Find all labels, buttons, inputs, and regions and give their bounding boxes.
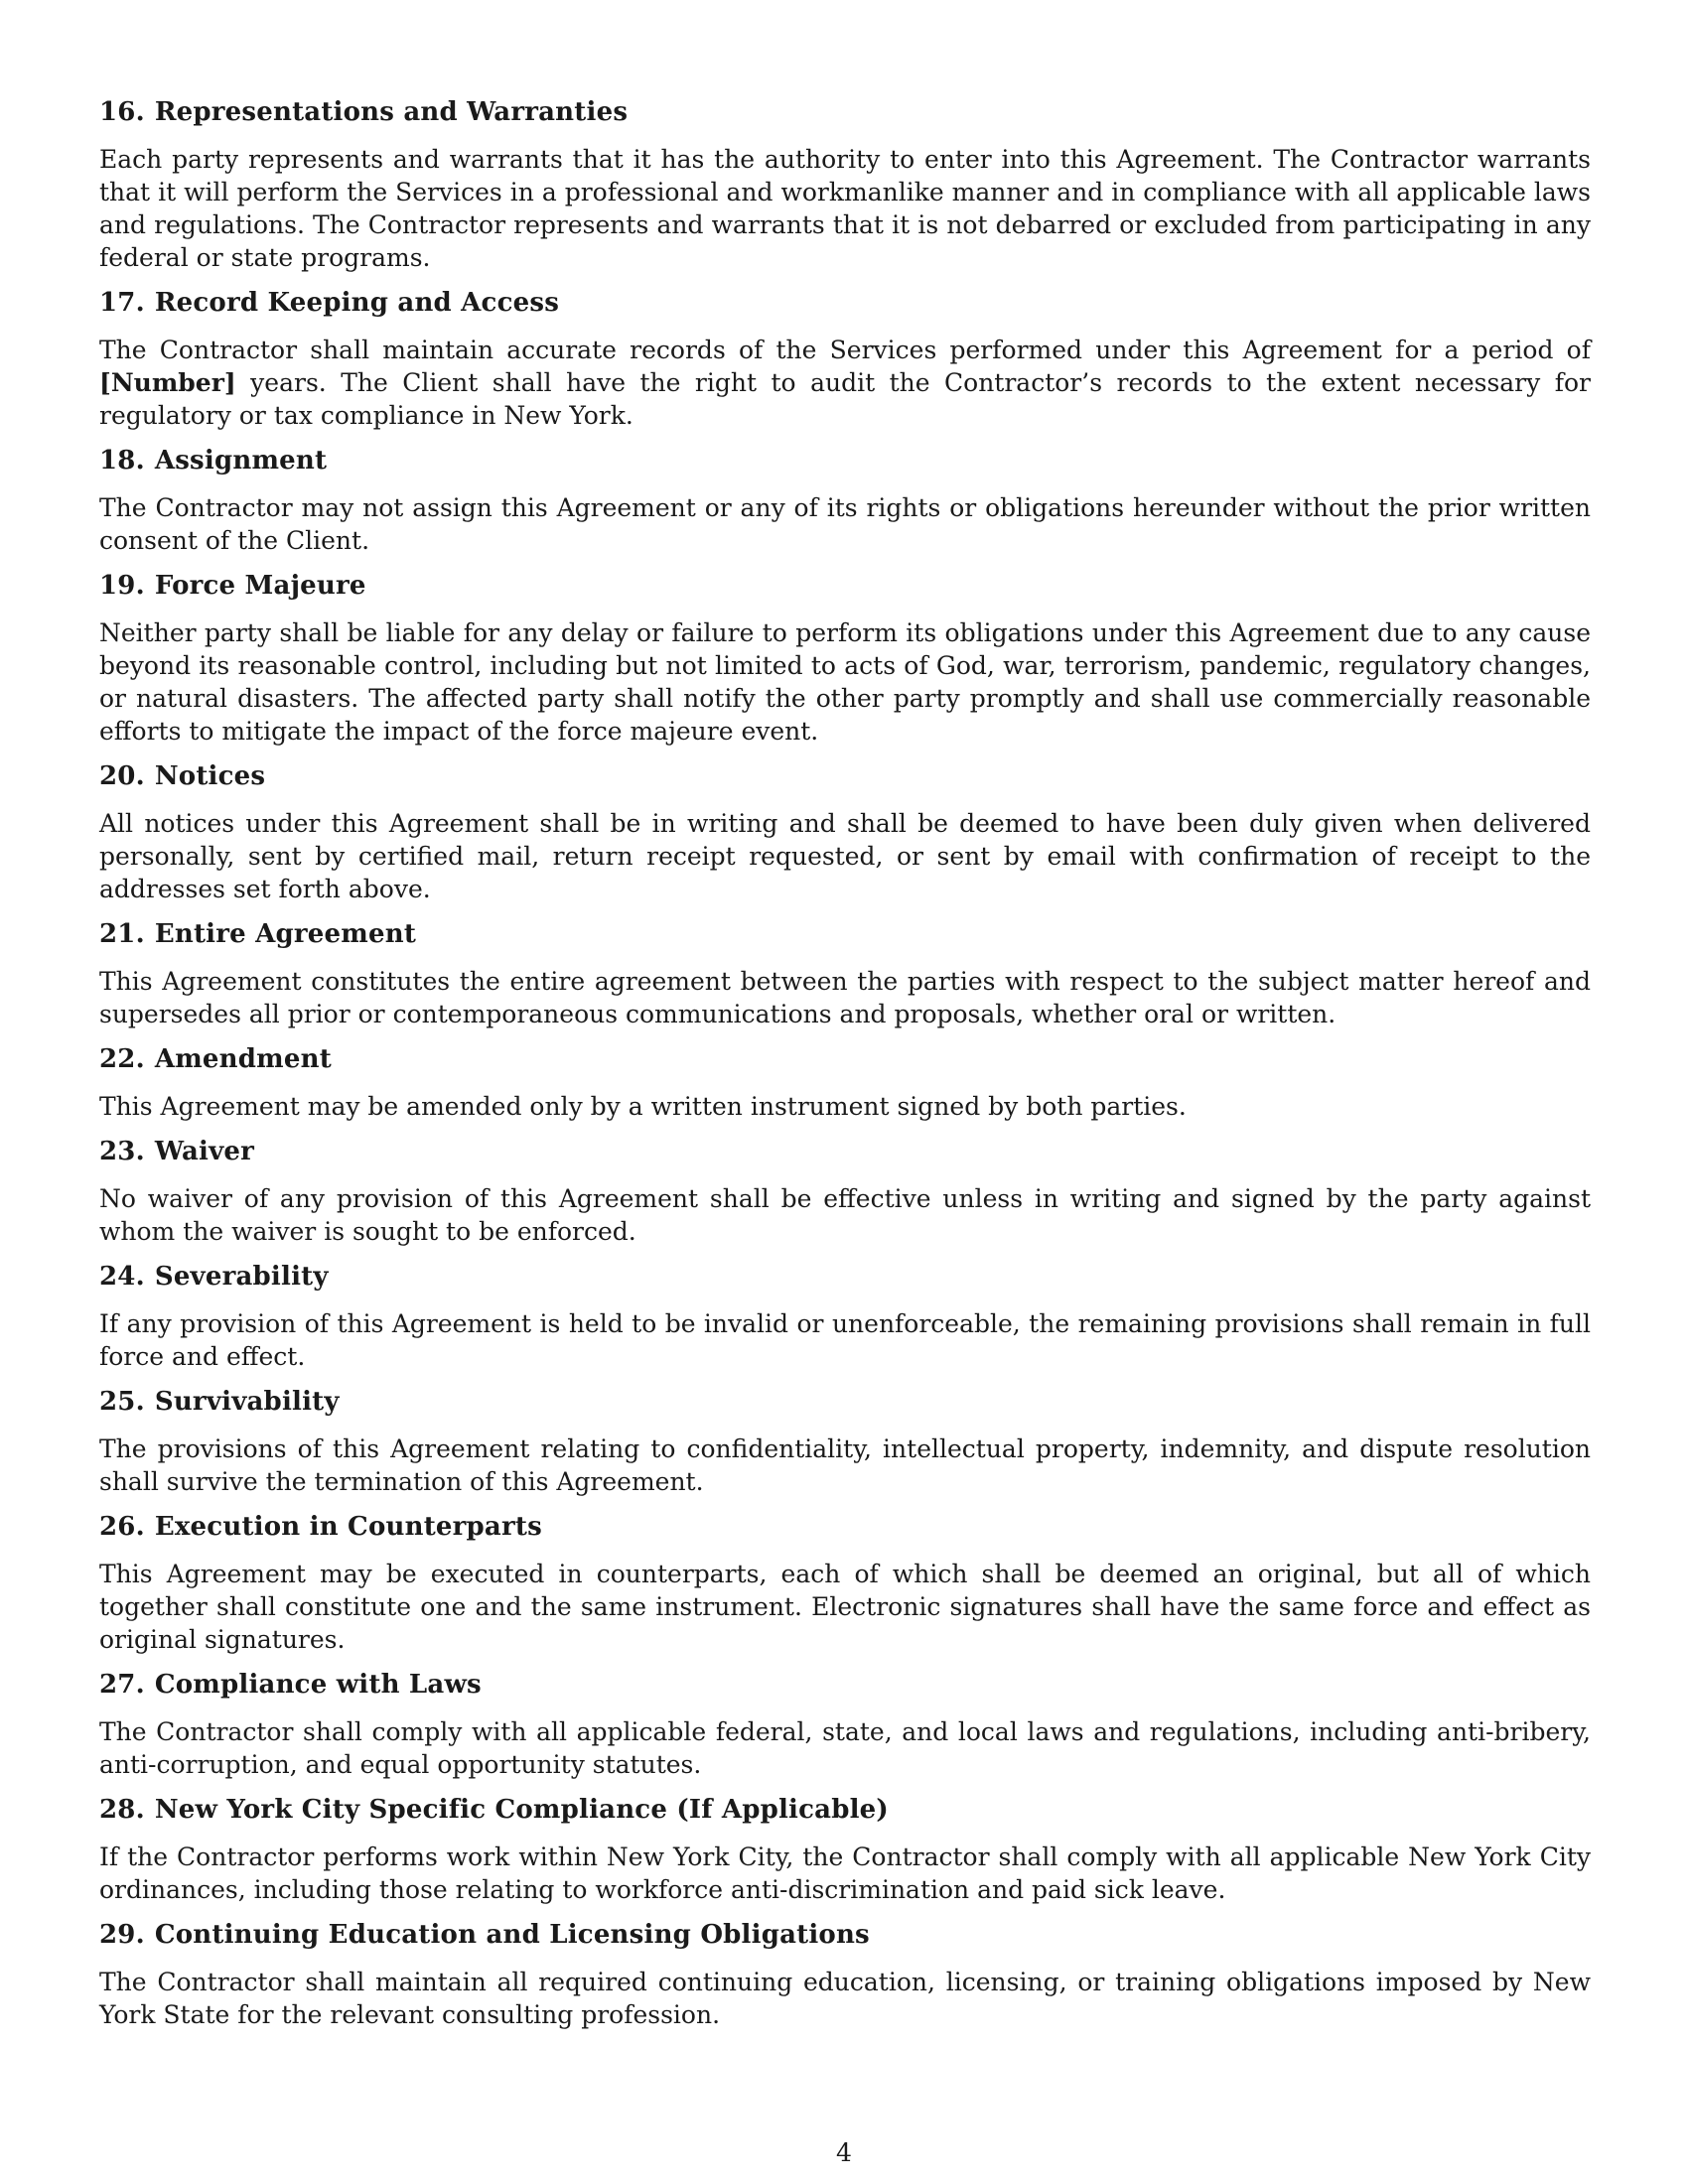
section-text: This Agreement may be executed in counterparts, each of which shall be deemed an original, but all of which together shall constitute one and the same instrument. Electronic signatures shall have the same force and effect as original signatures.: [99, 1560, 1591, 1654]
section-text: The Contractor shall comply with all applicable federal, state, and local laws and regulations, including anti-bribery, anti-corruption, and equal opportunity statutes.: [99, 1717, 1591, 1779]
section-20: [99, 759, 1591, 905]
section-text: If any provision of this Agreement is held to be invalid or unenforceable, the remaining provisions shall remain in full force and effect.: [99, 1309, 1591, 1371]
section-24: [99, 1260, 1591, 1373]
section-title: Severability: [154, 1262, 329, 1292]
section-28: [99, 1793, 1591, 1906]
section-heading: [99, 95, 1591, 129]
section-title: Execution in Counterparts: [154, 1512, 542, 1542]
section-number: 16.: [99, 97, 145, 127]
section-25: [99, 1385, 1591, 1498]
section-number: 19.: [99, 571, 145, 601]
section-number: 28.: [99, 1795, 145, 1825]
section-text: This Agreement may be amended only by a written instrument signed by both parties.: [99, 1092, 1187, 1121]
section-26: [99, 1510, 1591, 1656]
document-page: [99, 95, 1591, 2043]
section-heading: [99, 1260, 1591, 1294]
section-22: [99, 1042, 1591, 1123]
section-number: 23.: [99, 1137, 145, 1166]
section-number: 18.: [99, 446, 145, 476]
section-27: [99, 1668, 1591, 1781]
section-text: This Agreement constitutes the entire agreement between the parties with respect to the subject matter hereof and supersedes all prior or contemporaneous communications and proposals, whether oral or written.: [99, 967, 1591, 1028]
section-18: [99, 444, 1591, 557]
section-title: Survivability: [154, 1387, 340, 1417]
section-title: Compliance with Laws: [154, 1670, 482, 1700]
section-title: Waiver: [154, 1137, 255, 1166]
section-number: 24.: [99, 1262, 145, 1292]
section-heading: [99, 1793, 1591, 1827]
section-title: Representations and Warranties: [154, 97, 629, 127]
section-title: Force Majeure: [154, 571, 366, 601]
section-29: [99, 1918, 1591, 2031]
section-number: 29.: [99, 1920, 145, 1950]
section-number: 17.: [99, 288, 145, 318]
section-title: Record Keeping and Access: [154, 288, 560, 318]
section-heading: [99, 917, 1591, 951]
section-text: All notices under this Agreement shall be in writing and shall be deemed to have been duly given when delivered personally, sent by certified mail, return receipt requested, or sent by email with confirmation of receipt to the addresses set forth above.: [99, 809, 1591, 903]
section-text-part: years. The Client shall have the right to audit the Contractor’s records to the extent necessary for regulatory or tax compliance in New York.: [99, 368, 1591, 430]
section-text-part: The Contractor shall maintain accurate records of the Services performed under this Agreement for a period of: [99, 336, 1591, 364]
section-heading: [99, 1510, 1591, 1544]
section-text: The provisions of this Agreement relating to confidentiality, intellectual property, indemnity, and dispute resolution shall survive the termination of this Agreement.: [99, 1434, 1591, 1496]
section-text: Each party represents and warrants that it has the authority to enter into this Agreement. The Contractor warrants that it will perform the Services in a professional and workmanlike manner and in compliance with all applicable laws and regulations. The Contractor represents and warrants that it is not debarred or excluded from participating in any federal or state programs.: [99, 145, 1591, 272]
section-title: Amendment: [154, 1044, 332, 1074]
section-heading: [99, 1042, 1591, 1076]
section-text: Neither party shall be liable for any delay or failure to perform its obligations under this Agreement due to any cause beyond its reasonable control, including but not limited to acts of God, war, terrorism, pandemic, regulatory changes, or natural disasters. The affected party shall notify the other party promptly and shall use commercially reasonable efforts to mitigate the impact of the force majeure event.: [99, 618, 1591, 746]
section-heading: [99, 1918, 1591, 1952]
section-title: Assignment: [154, 446, 328, 476]
section-number: 21.: [99, 919, 145, 949]
section-text: If the Contractor performs work within New York City, the Contractor shall comply with all applicable New York City ordinances, including those relating to workforce anti-discrimination and paid sick leave.: [99, 1843, 1591, 1904]
section-heading: [99, 569, 1591, 603]
section-number: 25.: [99, 1387, 145, 1417]
section-21: [99, 917, 1591, 1030]
section-heading: [99, 759, 1591, 793]
page-number: 4: [836, 2138, 852, 2167]
section-title: Notices: [154, 761, 266, 791]
section-heading: [99, 444, 1591, 478]
section-heading: [99, 1385, 1591, 1419]
section-title: New York City Specific Compliance (If Applicable): [154, 1795, 889, 1825]
section-16: [99, 95, 1591, 274]
section-number: 22.: [99, 1044, 145, 1074]
section-17: [99, 286, 1591, 432]
section-number: 27.: [99, 1670, 145, 1700]
section-text: The Contractor shall maintain all required continuing education, licensing, or training obligations imposed by New York State for the relevant consulting profession.: [99, 1968, 1591, 2029]
section-heading: [99, 1668, 1591, 1702]
section-text: The Contractor may not assign this Agreement or any of its rights or obligations hereunder without the prior written consent of the Client.: [99, 493, 1591, 555]
section-heading: [99, 286, 1591, 320]
section-19: [99, 569, 1591, 748]
section-title: Entire Agreement: [154, 919, 417, 949]
section-title: Continuing Education and Licensing Obligations: [154, 1920, 870, 1950]
number-placeholder: [Number]: [99, 368, 236, 397]
section-number: 20.: [99, 761, 145, 791]
section-number: 26.: [99, 1512, 145, 1542]
section-heading: [99, 1135, 1591, 1168]
section-text: [99, 334, 1591, 432]
section-text: No waiver of any provision of this Agreement shall be effective unless in writing and signed by the party against whom the waiver is sought to be enforced.: [99, 1184, 1591, 1246]
section-23: [99, 1135, 1591, 1248]
